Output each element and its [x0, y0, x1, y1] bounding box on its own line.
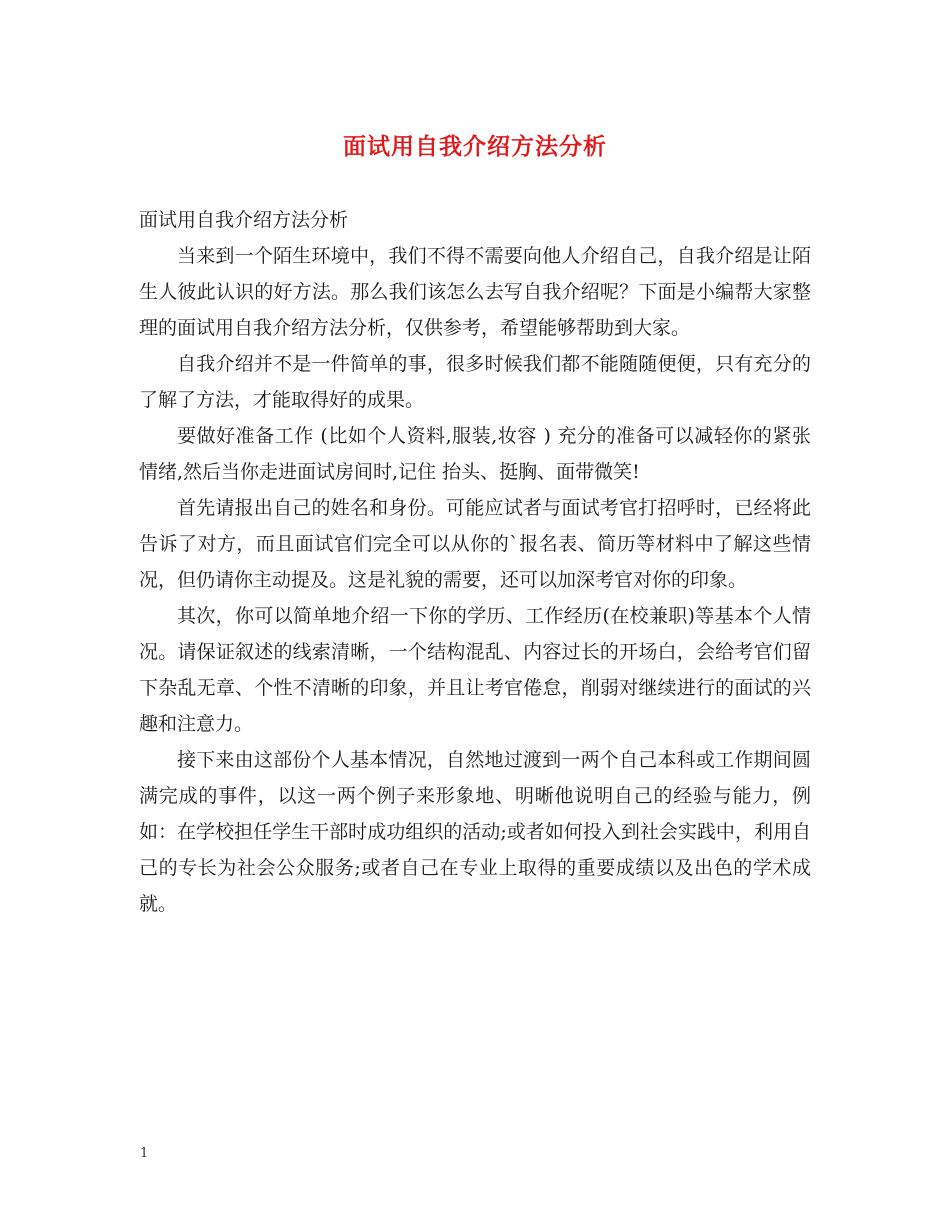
paragraph: 要做好准备工作 (比如个人资料,服装,妆容 ) 充分的准备可以减轻你的紧张情绪,然后当你走进面试房间时,记住 抬头、挺胸、面带微笑! [139, 425, 811, 483]
document-body [139, 202, 811, 922]
paragraph: 自我介绍并不是一件简单的事，很多时候我们都不能随随便便，只有充分的了解了方法，才能取得好的成果。 [139, 353, 811, 411]
document-title: 面试用自我介绍方法分析 [343, 133, 607, 160]
document-subtitle: 面试用自我介绍方法分析 [139, 209, 349, 231]
paragraph: 当来到一个陌生环境中，我们不得不需要向他人介绍自己，自我介绍是让陌生人彼此认识的好方法。那么我们该怎么去写自我介绍呢？下面是小编帮大家整理的面试用自我介绍方法分析，仅供参考，希望能够帮助到大家。 [139, 245, 811, 339]
paragraph: 首先请报出自己的姓名和身份。可能应试者与面试考官打招呼时，已经将此告诉了对方，而且面试官们完全可以从你的`报名表、简历等材料中了解这些情况，但仍请你主动提及。这是礼貌的需要，还可以加深考官对你的印象。 [139, 497, 811, 591]
paragraph: 其次，你可以简单地介绍一下你的学历、工作经历(在校兼职)等基本个人情况。请保证叙述的线索清晰，一个结构混乱、内容过长的开场白，会给考官们留下杂乱无章、个性不清晰的印象，并且让考官倦怠，削弱对继续进行的面试的兴趣和注意力。 [139, 605, 811, 735]
paragraph: 接下来由这部份个人基本情况，自然地过渡到一两个自己本科或工作期间圆满完成的事件，以这一两个例子来形象地、明晰他说明自己的经验与能力，例如：在学校担任学生干部时成功组织的活动;或者如何投入到社会实践中，利用自己的专长为社会公众服务;或者自己在专业上取得的重要成绩以及出色的学术成就。 [139, 749, 811, 915]
page-number: 1 [140, 1146, 149, 1161]
